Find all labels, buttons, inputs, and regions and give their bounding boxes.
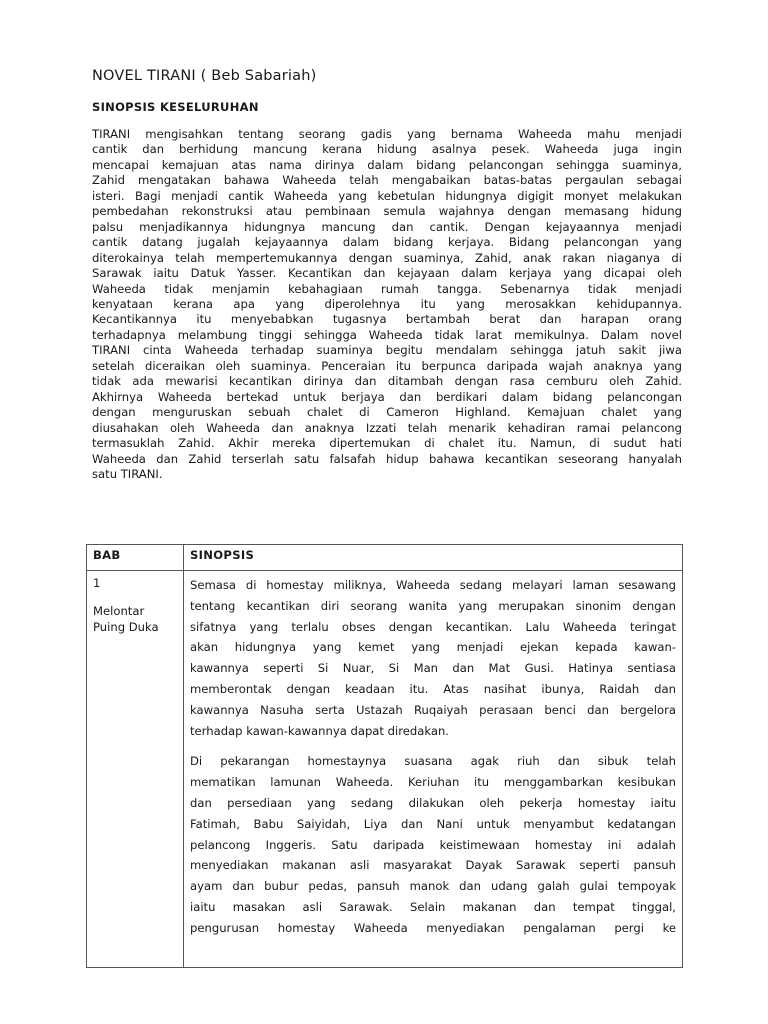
synopsis-table	[86, 544, 683, 968]
text-line: Kecantikannya itu menyebabkan tugasnya bertambah berat dan harapan orang	[92, 312, 682, 327]
text-line: memberontak dengan keadaan itu. Atas nasihat ibunya, Raidah dan	[190, 681, 676, 696]
text-line: pelancong Inggeris. Satu daripada keistimewaan homestay ini adalah	[190, 837, 676, 852]
sinopsis-cell	[184, 571, 683, 968]
text-line: terhadapnya melambung tinggi sehingga Waheeda tidak larat memikulnya. Dalam novel	[92, 327, 682, 342]
text-line: Waheeda tidak menjamin kebahagiaan rumah tangga. Sebenarnya tidak menjadi	[92, 281, 682, 296]
text-line: TIRANI cinta Waheeda terhadap suaminya begitu mendalam sehingga jatuh sakit jiwa	[92, 343, 682, 358]
sinopsis-content	[190, 575, 676, 967]
section-heading: SINOPSIS KESELURUHAN	[92, 100, 259, 114]
text-line: diterokainya telah mempertemukannya dengan suaminya, Zahid, anak rakan niaganya di	[92, 250, 682, 265]
text-line: kenyataan kerana apa yang diperolehnya itu yang merosakkan kehidupannya.	[92, 296, 682, 311]
text-line: mencapai kemajuan atas nama dirinya dalam bidang pelancongan sehingga suaminya,	[92, 157, 682, 172]
text-line: setelah diceraikan oleh suaminya. Penceraian itu berpunca daripada wajah anaknya yang	[92, 358, 682, 373]
text-line: ayam dan bubur pedas, pansuh manok dan udang galah gulai tempoyak	[190, 879, 676, 894]
bab-title-line: Puing Duka	[93, 619, 159, 634]
text-line: termasuklah Zahid. Akhir mereka dipertemukan di chalet itu. Namun, di sudut hati	[92, 436, 682, 451]
bab-number: 1	[93, 576, 101, 590]
text-line: dan persediaan yang sedang dilakukan oleh pekerja homestay iaitu	[190, 795, 676, 810]
text-line: pengurusan homestay Waheeda menyediakan pengalaman pergi ke	[190, 920, 676, 935]
text-line: Zahid mengatakan bahawa Waheeda telah mengabaikan batas-batas pergaulan sebagai	[92, 173, 682, 188]
text-line: akan hidungnya yang kemet yang menjadi ejekan kepada kawan-	[190, 640, 676, 655]
text-line: palsu menjadikannya hidungnya mancung dan cantik. Dengan kejayaannya menjadi	[92, 219, 682, 234]
document-title: NOVEL TIRANI ( Beb Sabariah)	[92, 68, 317, 84]
text-line: tidak ada mewarisi kecantikan dirinya dan ditambah dengan rasa cemburu oleh Zahid.	[92, 374, 682, 389]
text-line: Waheeda dan Zahid terserlah satu falsafah hidup bahawa kecantikan seseorang hanyalah	[92, 451, 682, 466]
bab-title	[93, 604, 177, 635]
text-line: dengan menguruskan sebuah chalet di Cameron Highland. Kemajuan chalet yang	[92, 405, 682, 420]
text-line: kawannya Nasuha serta Ustazah Ruqaiyah perasaan benci dan bergelora	[190, 702, 676, 717]
text-line: satu TIRANI.	[92, 466, 163, 481]
sinopsis-paragraph	[190, 575, 676, 741]
text-line: TIRANI mengisahkan tentang seorang gadis yang bernama Waheeda mahu menjadi	[92, 127, 682, 141]
text-line: cantik dan berhidung mancung kerana hidung asalnya pesek. Waheeda juga ingin	[92, 142, 682, 157]
header-bab: BAB	[87, 545, 184, 571]
text-line: menyediakan makanan asli masyarakat Dayak Sarawak seperti pansuh	[190, 858, 676, 873]
bab-title-line: Melontar	[93, 604, 145, 618]
bab-cell	[87, 571, 184, 968]
table-header-row	[87, 545, 683, 571]
text-line: Di pekarangan homestaynya suasana agak riuh dan sibuk telah	[190, 754, 676, 769]
text-line: isteri. Bagi menjadi cantik Waheeda yang kebetulan hidungnya digigit monyet melakukan	[92, 188, 682, 203]
text-line: diusahakan oleh Waheeda dan anaknya Izzati telah menarik kehadiran ramai pelancong	[92, 420, 682, 435]
text-line: cantik datang jugalah kejayaannya dalam bidang kerjaya. Bidang pelancongan yang	[92, 235, 682, 250]
sinopsis-paragraph	[190, 751, 676, 938]
document-page	[92, 68, 682, 482]
table-row	[87, 571, 683, 968]
text-line: Akhirnya Waheeda bertekad untuk berjaya dan berdikari dalam bidang pelancongan	[92, 389, 682, 404]
header-sinopsis: SINOPSIS	[184, 545, 683, 571]
summary-paragraph	[92, 127, 682, 482]
text-line: kawannya seperti Si Nuar, Si Man dan Mat Gusi. Hatinya sentiasa	[190, 661, 676, 676]
text-line: pembedahan rekonstruksi atau pembinaan semula wajahnya dengan memasang hidung	[92, 204, 682, 219]
text-line: Semasa di homestay miliknya, Waheeda sedang melayari laman sesawang	[190, 578, 676, 592]
text-line: mematikan lamunan Waheeda. Keriuhan itu menggambarkan kesibukan	[190, 775, 676, 790]
text-line: tentang kecantikan diri seorang wanita yang merupakan sinonim dengan	[190, 598, 676, 613]
text-line: sifatnya yang terlalu obses dengan kecantikan. Lalu Waheeda teringat	[190, 619, 676, 634]
text-line: terhadap kawan-kawannya dapat diredakan.	[190, 723, 449, 738]
text-line: iaitu masakan asli Sarawak. Selain makanan dan tempat tinggal,	[190, 899, 676, 914]
text-line: Sarawak iaitu Datuk Yasser. Kecantikan dan kejayaan dalam kerjaya yang dicapai oleh	[92, 266, 682, 281]
text-line: Fatimah, Babu Saiyidah, Liya dan Nani untuk menyambut kedatangan	[190, 816, 676, 831]
